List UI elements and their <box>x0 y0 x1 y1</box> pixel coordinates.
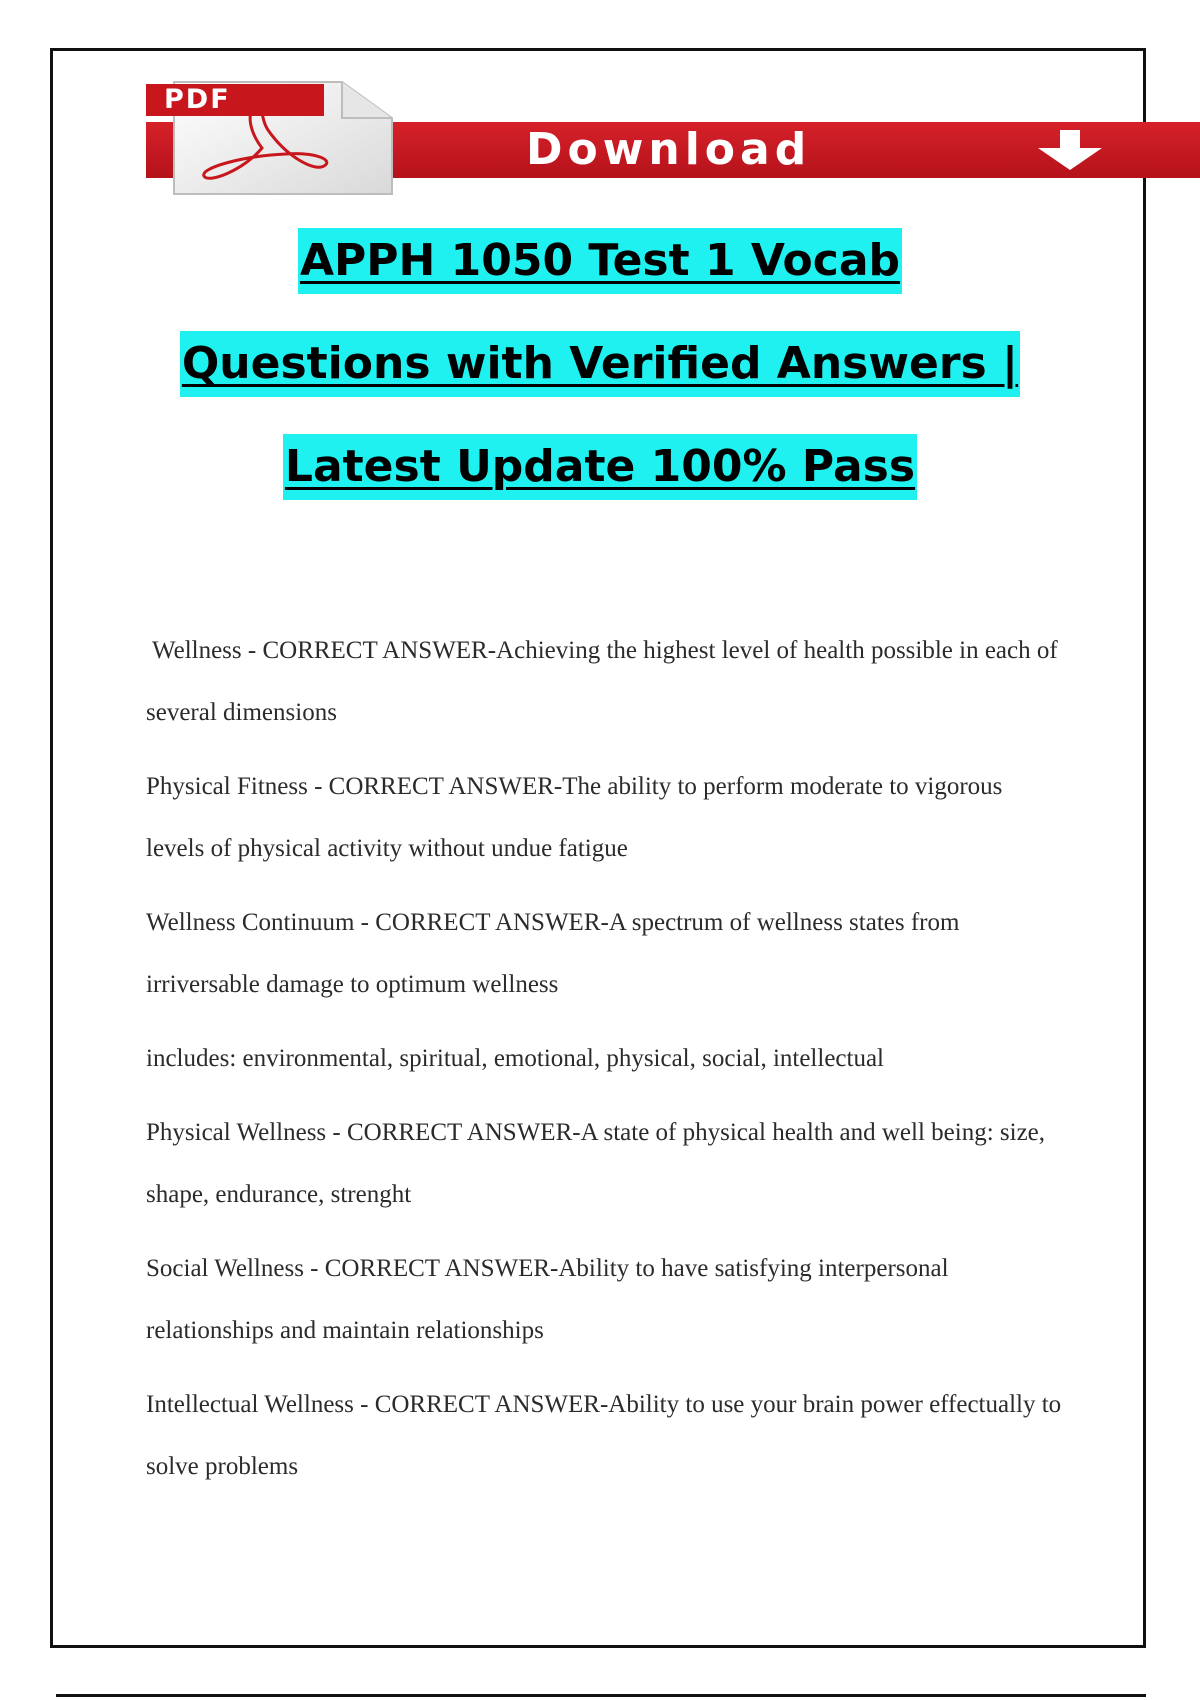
download-label: Download <box>526 124 812 175</box>
bottom-rule <box>56 1694 1146 1697</box>
document-title <box>60 228 1140 537</box>
title-line: Questions with Verified Answers | <box>60 331 1140 434</box>
vocab-entry: Physical Wellness - CORRECT ANSWER-A state of physical health and well being: size, shape, endurance, strenght <box>146 1119 1046 1208</box>
download-banner[interactable] <box>146 78 1200 198</box>
vocab-entry: Intellectual Wellness - CORRECT ANSWER-Ability to use your brain power effectually to solve problems <box>146 1391 1062 1480</box>
title-line: Latest Update 100% Pass <box>60 434 1140 537</box>
down-arrow-icon <box>1030 128 1110 172</box>
pdf-document-icon <box>146 78 408 198</box>
title-line: APPH 1050 Test 1 Vocab <box>60 228 1140 331</box>
vocab-entry: includes: environmental, spiritual, emotional, physical, social, intellectual <box>146 1045 885 1072</box>
vocab-entry: Wellness Continuum - CORRECT ANSWER-A spectrum of wellness states from irriversable damage to optimum wellness <box>146 909 960 998</box>
vocab-entry: Social Wellness - CORRECT ANSWER-Ability to have satisfying interpersonal relationships and maintain relationships <box>146 1255 949 1344</box>
vocab-entries <box>146 620 1066 1510</box>
pdf-tag: PDF <box>146 84 324 116</box>
vocab-entry: Wellness - CORRECT ANSWER-Achieving the highest level of health possible in each of several dimensions <box>146 637 1058 726</box>
vocab-entry: Physical Fitness - CORRECT ANSWER-The ability to perform moderate to vigorous levels of physical activity without undue fatigue <box>146 773 1003 862</box>
